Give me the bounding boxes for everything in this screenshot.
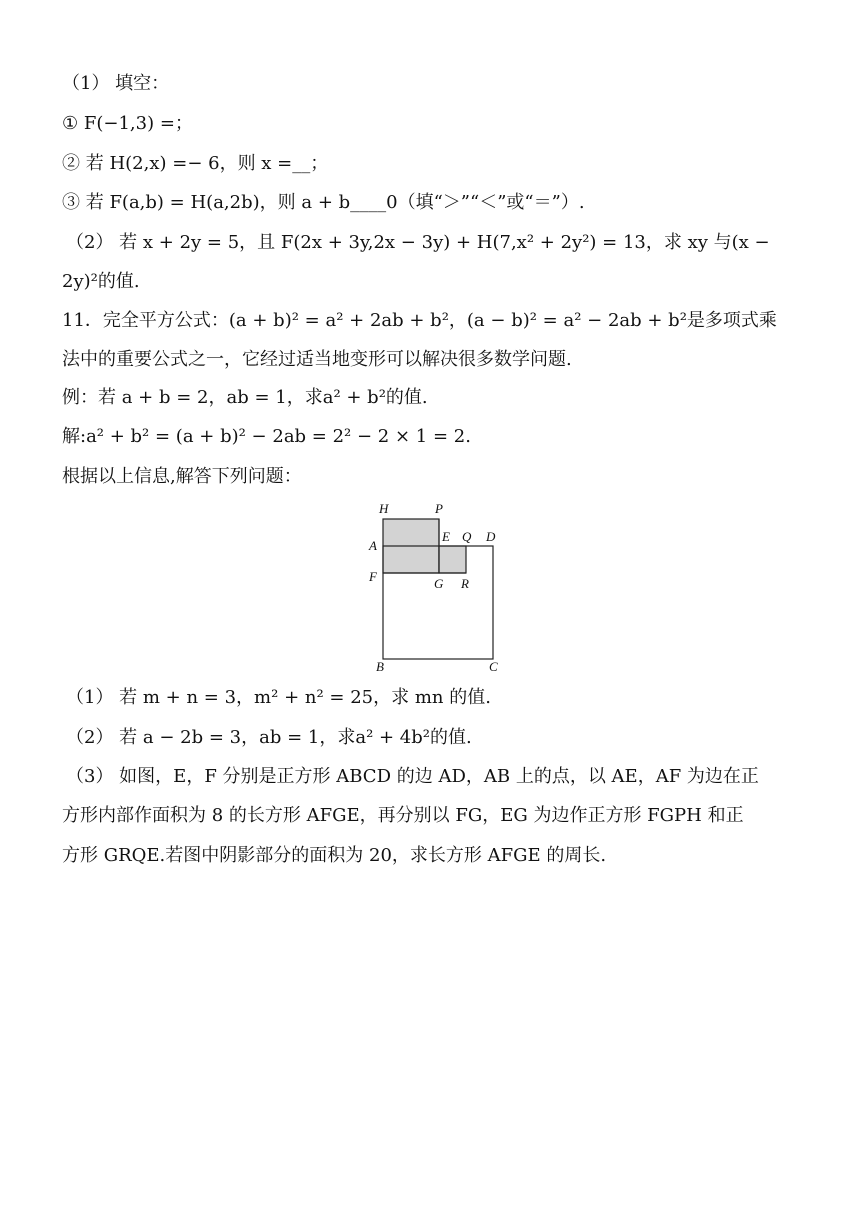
label-a: A <box>369 538 377 553</box>
text-line-part-2-cont: 2y)²的值. <box>62 271 140 292</box>
text-line-instruction: 根据以上信息,解答下列问题： <box>62 466 302 487</box>
text-line-item-3: ③ 若 F(a,b) = H(a,2b)，则 a + b____0（填“＞”“＜”或“＝”）. <box>62 192 585 213</box>
square-grqe <box>439 546 466 573</box>
text-line-question-1: （1） 若 m + n = 3，m² + n² = 25，求 mn 的值. <box>66 687 491 708</box>
text-line-question-3-cont: 方形内部作面积为 8 的长方形 AFGE，再分别以 FG，EG 为边作正方形 FGPH 和正 <box>62 805 744 826</box>
label-r: R <box>461 576 469 591</box>
text-line-example: 例：若 a + b = 2，ab = 1，求a² + b²的值. <box>62 387 428 408</box>
geometry-figure <box>362 498 508 676</box>
text-line-question-3-end: 方形 GRQE.若图中阴影部分的面积为 20，求长方形 AFGE 的周长. <box>62 845 607 866</box>
label-f: F <box>369 569 377 584</box>
label-g: G <box>434 576 444 591</box>
label-h: H <box>379 501 389 516</box>
text-line-fill-in: （1） 填空： <box>62 73 170 94</box>
text-line-solution: 解:a² + b² = (a + b)² − 2ab = 2² − 2 × 1 = 2. <box>62 426 471 447</box>
square-diagram <box>362 498 508 676</box>
text-line-item-1: ① F(−1,3) =； <box>62 113 193 134</box>
label-b: B <box>376 659 384 674</box>
text-line-item-2: ② 若 H(2,x) =− 6，则 x =__； <box>62 153 329 174</box>
text-line-problem-11: 11．完全平方公式：(a + b)² = a² + 2ab + b²，(a − b)² = a² − 2ab + b²是多项式乘 <box>62 310 777 331</box>
text-line-question-3: （3） 如图，E，F 分别是正方形 ABCD 的边 AD，AB 上的点，以 AE，AF 为边在正 <box>66 766 759 787</box>
label-p: P <box>435 501 443 516</box>
text-line-problem-11-cont: 法中的重要公式之一，它经过适当地变形可以解决很多数学问题. <box>62 349 572 370</box>
label-c: C <box>489 659 498 674</box>
label-e: E <box>442 529 450 544</box>
label-q: Q <box>462 529 472 544</box>
label-d: D <box>486 529 496 544</box>
text-line-question-2: （2） 若 a − 2b = 3，ab = 1，求a² + 4b²的值. <box>66 727 472 748</box>
text-line-part-2: （2） 若 x + 2y = 5，且 F(2x + 3y,2x − 3y) + H(7,x² + 2y²) = 13，求 xy 与(x − <box>66 232 770 253</box>
